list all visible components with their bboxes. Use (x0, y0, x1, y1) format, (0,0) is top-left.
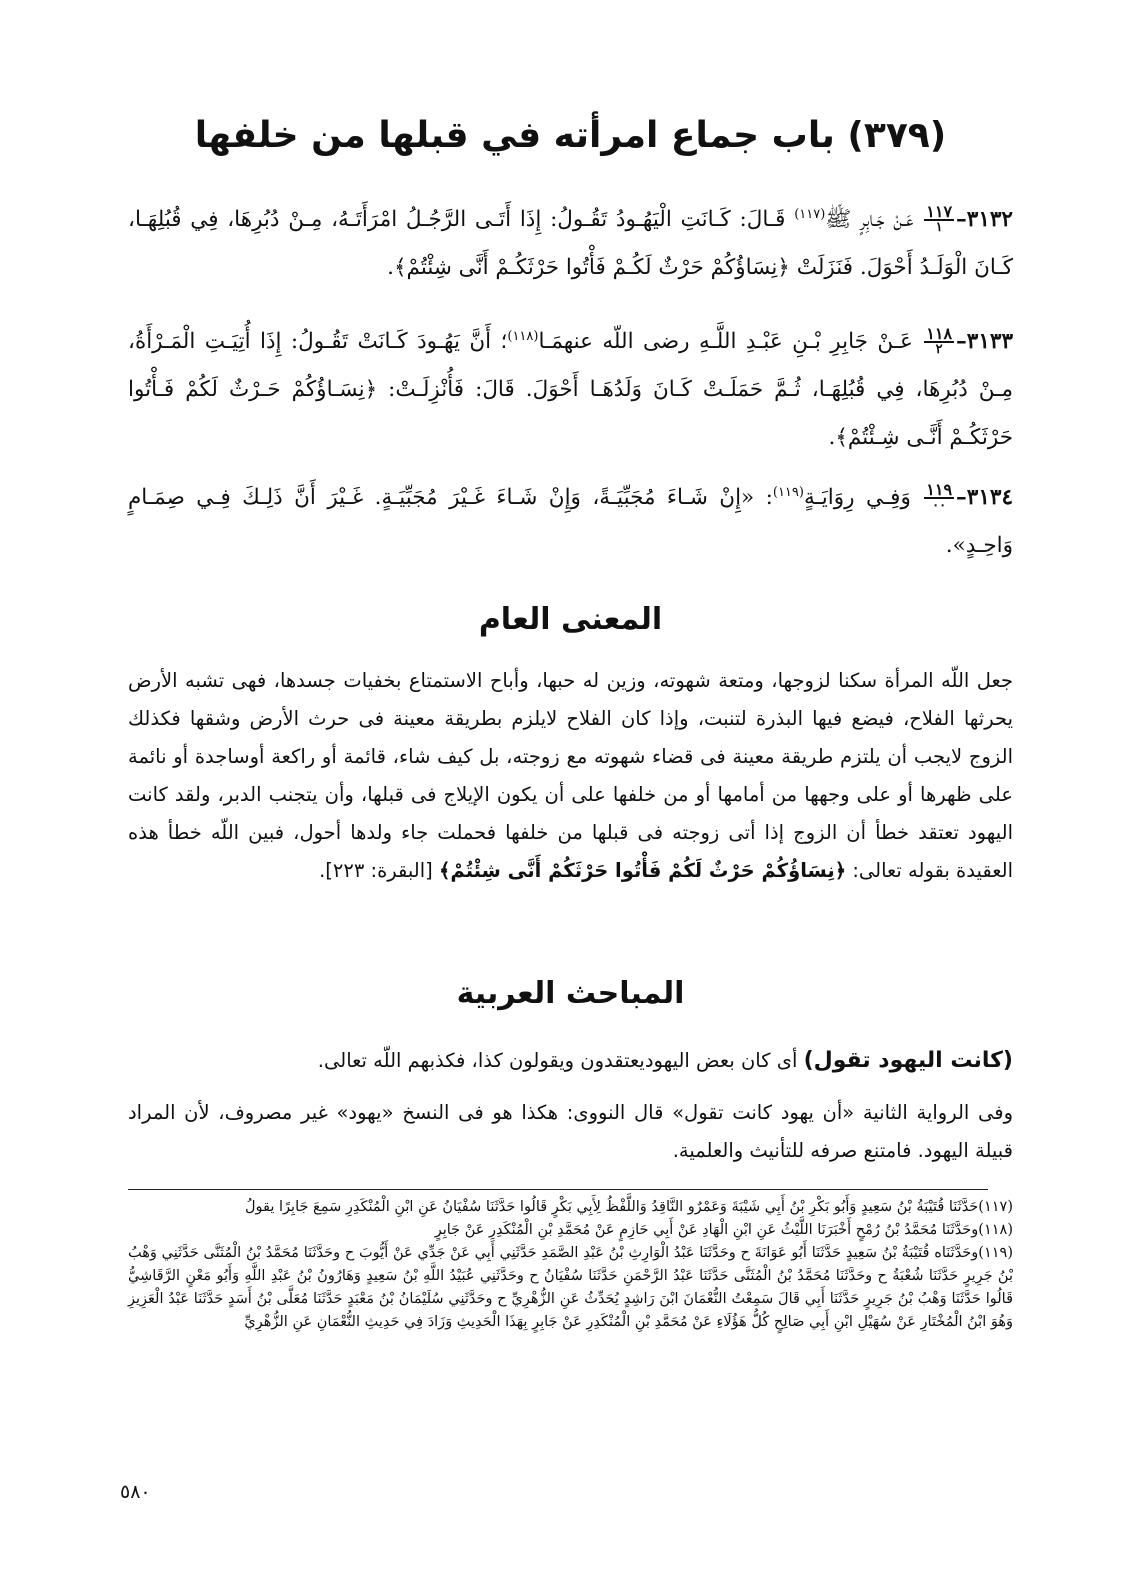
hadith-text-b: : «إِنْ شَـاءَ مُجَبِّيَـةً، وَإِنْ شَـاءَ غَـيْرَ مُجَبِّيَـةٍ. غَـيْرَ أَنَّ ذَلِـكَ فِـي صِمَـامٍ وَاحِـدٍ». (128, 485, 1013, 558)
footnote-ref: (١١٧) (794, 206, 826, 222)
hadith-sub-number: ١١٨ ٢ (926, 324, 953, 357)
hadith-sub-number: ١١٧ ١ (926, 202, 953, 235)
hadith-text-a: عَـنْ جَابِرِ بْـنِ عَبْـدِ اللَّـهِ رضى اللّه عنهمَـا (538, 329, 913, 354)
footnote-text: وحَدَّثَنَا مُحَمَّدُ بْنُ رُمْحٍ أَخْبَرَنَا اللَّيْثُ عَنِ ابْنِ الْهَادِ عَنْ أَبِي حَازِمٍ عَنْ مُحَمَّدِ بْنِ الْمُنْكَدِرِ عَنْ جَابِرٍ (434, 1222, 979, 1238)
arabic-studies-text-1: أى كان بعض اليهوديعتقدون ويقولون كذا، فكذبهم اللّه تعالى. (317, 1049, 804, 1072)
page-number: ٥٨٠ (120, 1481, 151, 1503)
hadith-number: ٣١٣٣ (966, 329, 1013, 354)
hadith-text-a: عَـنْ جَـابِرٍ ﷺ (825, 207, 914, 232)
footnote-number: (١١٩) (978, 1245, 1013, 1261)
hadith-3132: ٣١٣٢– ١١٧ ١ عَـنْ جَـابِرٍ ﷺ$^{(١١٧)}$ قَـالَ: كَـانَتِ الْيَهُـودُ تَقُـولُ: إِذَا أَتَـى الرَّجُـلُ امْرَأَتَـهُ، مِـنْ دُبُرِهَا، فِي قُبُلِهَـا، كَـانَ الْوَلَـدُ أَحْوَلَ. فَنَزَلَتْ ﴿نِسَاؤُكُمْ حَرْثٌ لَكُـمْ فَأْتُوا حَرْثَكُـمْ أَنَّى شِئْتُمْ﴾. (128, 202, 1013, 280)
discussed-phrase: (كانت اليهود تقول) (803, 1048, 1013, 1073)
general-meaning-paragraph (128, 662, 1013, 890)
footnote-ref: (١١٨) (507, 328, 539, 344)
hadith-text-b: ؛ أَنَّ يَهُـودَ كَـانَتْ تَقُـولُ: إِذَا أُتِيَـتِ الْمَـرْأَةُ، مِـنْ دُبُرِهَا، فِي قُبُلِهَـا، ثُـمَّ حَمَلَـتْ كَـانَ وَلَدُهَـا أَحْوَلَ. قَالَ: فَأُنْزِلَـتْ: ﴿نِسَـاؤُكُمْ حَـرْثٌ لَكُمْ فَـأْتُوا حَرْثَكُـمْ أَنَّـى شِـئْتُمْ﴾. (128, 329, 1013, 450)
footnotes (128, 1196, 1013, 1334)
hadith-text-b: قَـالَ: كَـانَتِ الْيَهُـودُ تَقُـولُ: إِذَا أَتَـى الرَّجُـلُ امْرَأَتَـهُ، مِـنْ دُبُرِهَا، فِي قُبُلِهَـا، كَـانَ الْوَلَـدُ أَحْوَلَ. فَنَزَلَتْ ﴿نِسَاؤُكُمْ حَرْثٌ لَكُـمْ فَأْتُوا حَرْثَكُـمْ أَنَّى شِئْتُمْ﴾. (128, 207, 1013, 280)
hadith-sub-number: ١١٩ ٠٠ (926, 480, 953, 513)
footnote-number: (١١٨) (978, 1222, 1013, 1238)
footnote-number: (١١٧) (978, 1199, 1013, 1215)
footnote-119 (128, 1242, 1013, 1334)
footnote-ref: (١١٩) (772, 484, 804, 500)
arabic-studies-paragraph-1 (128, 1042, 1013, 1080)
hadith-number: ٣١٣٤ (966, 485, 1013, 510)
general-meaning-text: جعل اللّه المرأة سكنا لزوجها، ومتعة شهوته، وزين له حبها، وأباح الاستمتاع بخفيات جسدها، فهى تشبه الأرض يحرثها الفلاح، فيضع فيها البذرة لتنبت، وإذا كان الفلاح لايلزم بطريقة معينة فى حرث الأرض وشقها فكذلك الزوج لايجب أن يلتزم طريقة معينة فى قضاء شهوته مع زوجته، بل كيف شاء، قائمة أو راكعة أوساجدة أو نائمة على ظهرها أو على وجهها من أمامها أو من خلفها على أن يكون الإيلاج فى قبلها، وأن يتجنب الدبر، ولقد كانت اليهود تعتقد خطأ أن الزوج إذا أتى زوجته فى قبلها من خلفها فحملت جاء ولدها أحول، فبين اللّه خطأ هذه العقيدة بقوله تعالى: (128, 669, 1013, 882)
section-heading-general-meaning: المعنى العام (478, 602, 663, 637)
footnote-118 (128, 1219, 1013, 1242)
hadith-3133: ٣١٣٣– ١١٨ ٢ عَـنْ جَابِرِ بْـنِ عَبْـدِ اللَّـهِ رضى اللّه عنهمَـا$^{(١١٨)}$؛ أَنَّ يَهُـودَ كَـانَتْ تَقُـولُ: إِذَا أُتِيَـتِ الْمَـرْأَةُ، مِـنْ دُبُرِهَا، فِي قُبُلِهَـا، ثُـمَّ حَمَلَـتْ كَـانَ وَلَدُهَـا أَحْوَلَ. قَالَ: فَأُنْزِلَـتْ: ﴿نِسَـاؤُكُمْ حَـرْثٌ لَكُمْ فَـأْتُوا حَرْثَكُـمْ أَنَّـى شِـئْتُمْ﴾. (128, 324, 1013, 450)
hadith-text-a: وَفِـي رِوَايَـةٍ (803, 485, 911, 510)
section-heading-arabic-studies: المباحث العربية (456, 976, 685, 1011)
hadith-number: ٣١٣٢ (966, 207, 1013, 232)
hadith-3134: ٣١٣٤– ١١٩ ٠٠ وَفِـي رِوَايَـةٍ$^{(١١٩)}$: «إِنْ شَـاءَ مُجَبِّيَـةً، وَإِنْ شَـاءَ غَـيْرَ مُجَبِّيَـةٍ. غَـيْرَ أَنَّ ذَلِـكَ فِـي صِمَـامٍ وَاحِـدٍ». (128, 480, 1013, 558)
arabic-studies-paragraph-2: وفى الرواية الثانية «أن يهود كانت تقول» قال النووى: هكذا هو فى النسخ «يهود» غير مصروف، لأن المراد قبيلة اليهود. فامتنع صرفه للتأنيث والعلمية. (128, 1101, 1013, 1162)
footnote-text: حَدَّثَنَا قُتَيْبَةُ بْنُ سَعِيدٍ وَأَبُو بَكْرِ بْنُ أَبِي شَيْبَةَ وَعَمْرٌو النَّاقِدُ وَاللَّفْظُ لِأَبِي بَكْرٍ قَالُوا حَدَّثَنَا سُفْيَانُ عَنِ ابْنِ الْمُنْكَدِرِ سَمِعَ جَابِرًا يقولُ (245, 1199, 979, 1215)
quran-verse: ﴿نِسَاؤُكُمْ حَرْثٌ لَكُمْ فَأْتُوا حَرْثَكُمْ أَنَّى شِئْتُمْ﴾ (438, 859, 847, 882)
footnote-117 (128, 1196, 1013, 1219)
footnote-text: وحَدَّثَنَاه قُتَيْبَةُ بْنُ سَعِيدٍ حَدَّثَنَا أَبُو عَوَانَةَ ح وحَدَّثَنَا عَبْدُ الْوَارِثِ بْنُ عَبْدِ الصَّمَدِ حَدَّثَنِي أَبِي عَنْ جَدِّي عَنْ أَيُّوبَ ح وحَدَّثَنَا مُحَمَّدُ بْنُ الْمُثَنَّى حَدَّثَنِي وَهْبُ بْنُ جَرِيرٍ حَدَّثَنَا شُعْبَةُ ح وحَدَّثَنَا مُحَمَّدُ بْنُ الْمُثَنَّى حَدَّثَنَا عَبْدُ الرَّحْمَنِ حَدَّثَنَا سُفْيَانُ ح وحَدَّثَنِي عُبَيْدُ اللَّهِ بْنُ سَعِيدٍ وَهَارُونُ بْنُ عَبْدِ اللَّهِ وَأَبُو مَعْنٍ الرَّقَاشِيُّ قَالُوا حَدَّثَنَا وَهْبُ بْنُ جَرِيرٍ حَدَّثَنَا أَبِي قَالَ سَمِعْتُ النُّعْمَانَ ابْنَ رَاشِدٍ يُحَدِّثُ عَنِ الزُّهْرِيِّ ح وحَدَّثَنِي سُلَيْمَانُ بْنُ مَعْبَدٍ حَدَّثَنَا مُعَلَّى بْنُ أَسَدٍ حَدَّثَنَا عَبْدُ الْعَزِيزِ وَهُوَ ابْنُ الْمُخْتَارِ عَنْ سُهَيْلِ ابْنِ أَبِي صَالِحٍ كُلُّ هَؤُلَاءِ عَنْ مُحَمَّدِ بْنِ الْمُنْكَدِرِ عَنْ جَابِرٍ بِهَذَا الْحَدِيثِ وَزَادَ فِي حَدِيثِ النُّعْمَانِ عَنِ الزُّهْرِيِّ (128, 1245, 1013, 1330)
chapter-title: (٣٧٩) باب جماع امرأته في قبلها من خلفها (194, 115, 947, 156)
quran-citation: [البقرة: ٢٢٣]. (319, 859, 439, 882)
footnote-divider (128, 1189, 988, 1190)
